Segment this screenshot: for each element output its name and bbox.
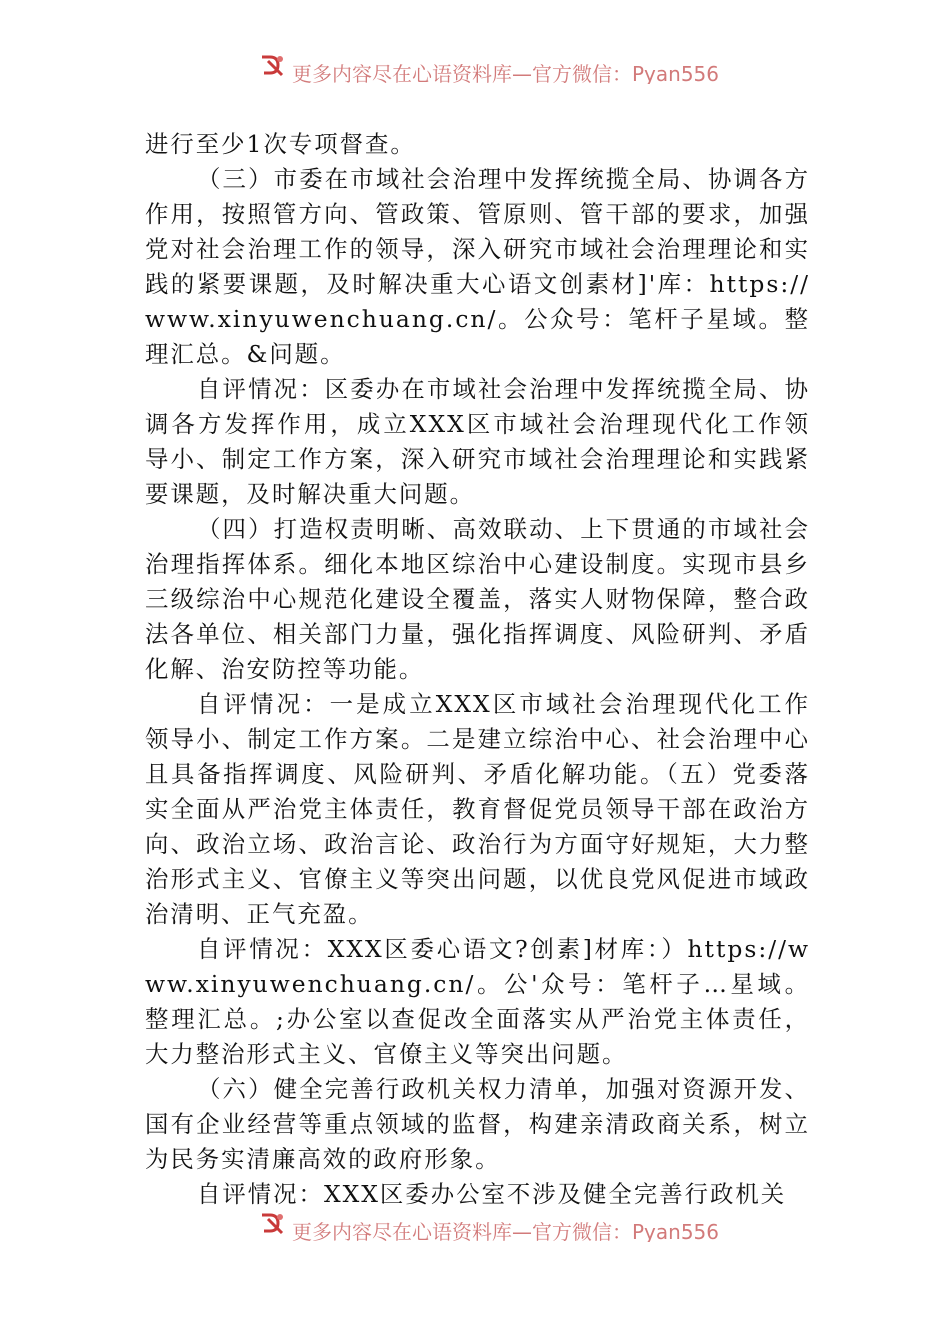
paragraph: 自评情况：XXX区委办公室不涉及健全完善行政机关: [197, 1180, 787, 1208]
paragraph: 自评情况：XXX区委心语文?创素]材库：）https://www.xinyuwenchuang.cn/。公'众号：笔杆子…星域。整理汇总。;办公室以查促改全面落实从严治党主体责任，大力整治形式主义、官僚主义等突出问题。: [145, 935, 810, 1068]
watermark-logo-icon: [258, 53, 286, 79]
paragraph: （六）健全完善行政机关权力清单，加强对资源开发、国有企业经营等重点领域的监督，构建亲清政商关系，树立为民务实清廉高效的政府形象。: [145, 1075, 810, 1173]
watermark-logo-icon: [258, 1211, 286, 1237]
paragraph: 进行至少1次专项督查。: [145, 130, 416, 158]
paragraph: （三）市委在市域社会治理中发挥统揽全局、协调各方作用，按照管方向、管政策、管原则、管干部的要求，加强党对社会治理工作的领导，深入研究市域社会治理理论和实践的紧要课题，及时解决重大心语文创素材]'库：https://www.xinyuwenchuang.cn/。公众号：笔杆子星域。整理汇总。&问题。: [145, 165, 810, 368]
document-body: [145, 127, 810, 1212]
paragraph: （四）打造权责明晰、高效联动、上下贯通的市域社会治理指挥体系。细化本地区综治中心建设制度。实现市县乡三级综治中心规范化建设全覆盖，落实人财物保障，整合政法各单位、相关部门力量，强化指挥调度、风险研判、矛盾化解、治安防控等功能。: [145, 515, 810, 683]
paragraph: 自评情况：区委办在市域社会治理中发挥统揽全局、协调各方发挥作用，成立XXX区市域社会治理现代化工作领导小、制定工作方案，深入研究市域社会治理理论和实践紧要课题，及时解决重大问题。: [145, 375, 810, 508]
watermark-text: 更多内容尽在心语资料库—官方微信：Pyan556: [292, 61, 720, 84]
header-watermark: [258, 48, 738, 84]
watermark-text: 更多内容尽在心语资料库—官方微信：Pyan556: [292, 1219, 720, 1242]
paragraph: 自评情况：一是成立XXX区市域社会治理现代化工作领导小、制定工作方案。二是建立综治中心、社会治理中心且具备指挥调度、风险研判、矛盾化解功能。（五）党委落实全面从严治党主体责任，教育督促党员领导干部在政治方向、政治立场、政治言论、政治行为方面守好规矩，大力整治形式主义、官僚主义等突出问题，以优良党风促进市域政治清明、正气充盈。: [145, 690, 810, 928]
footer-watermark: [258, 1206, 738, 1242]
